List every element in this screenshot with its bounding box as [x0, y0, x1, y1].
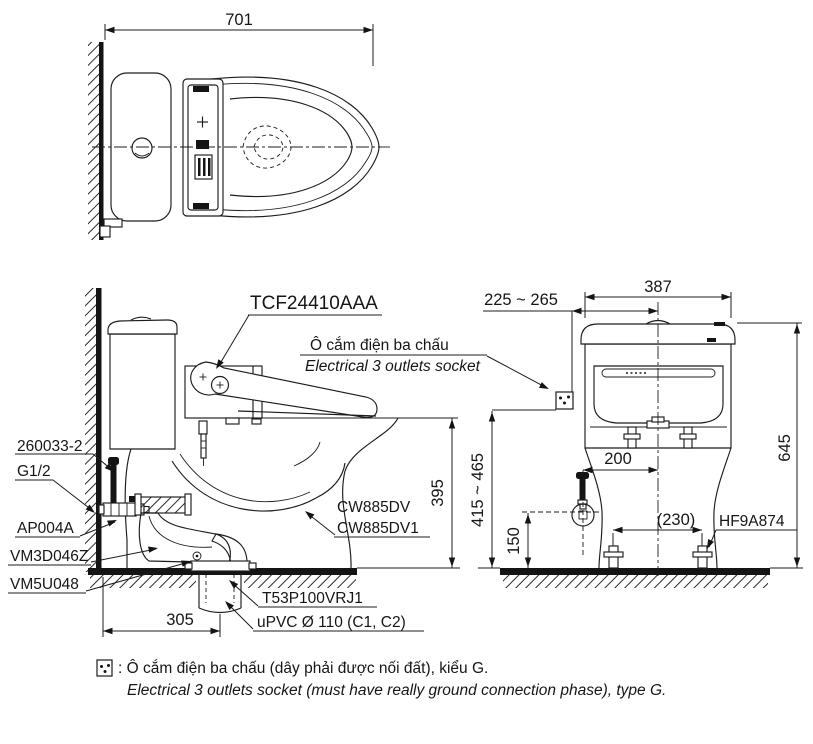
dim-valve-side-offset: 200 [604, 450, 632, 468]
label-supply-pipe [15, 517, 118, 537]
floor-line [500, 568, 770, 575]
part-floor-bolt-label: HF9A874 [719, 513, 785, 530]
hose [199, 421, 207, 434]
arrowhead [613, 527, 623, 533]
socket-note-en: Electrical 3 outlets socket [305, 358, 480, 375]
arrowhead [449, 419, 455, 429]
arrowhead [449, 558, 455, 568]
arrowhead [525, 514, 531, 524]
part-washlet-label: TCF24410AAA [250, 293, 378, 314]
label-trap-unit [8, 545, 159, 565]
dimension-150 [505, 512, 600, 568]
dim-outlet-from-wall: 305 [166, 611, 194, 629]
arrowhead [722, 294, 732, 300]
arrowhead [489, 412, 495, 422]
trap-assembly [135, 494, 256, 613]
part-bowl-alt-label: CW885DV1 [337, 520, 419, 537]
dimension-395 [429, 418, 455, 568]
arrowhead [489, 558, 495, 568]
floor-flange [191, 561, 250, 571]
socket-note-vi: Ô cắm điện ba chấu [310, 337, 449, 354]
dim-total-height: 645 [776, 434, 794, 462]
label-bowl-model [303, 499, 430, 537]
arrowhead [585, 294, 595, 300]
washlet-unit-side [185, 362, 377, 466]
socket-legend-icon [97, 660, 112, 676]
dimension-200 [583, 450, 658, 473]
part-stop-valve-label: 260033-2 [17, 438, 83, 455]
top-view [88, 11, 390, 240]
dim-overall-depth: 701 [225, 11, 253, 29]
part-outlet-socket-label: T53P100VRJ1 [262, 590, 363, 607]
label-socket-callout [300, 337, 550, 392]
label-thread [15, 463, 97, 515]
arrowhead [103, 628, 113, 634]
dim-bolt-spacing: (230) [656, 511, 696, 529]
wall-hatch [88, 42, 99, 240]
arrowhead [525, 558, 531, 568]
part-drain-pipe-label: uPVC Ø 110 (C1, C2) [257, 614, 406, 631]
dim-valve-height: 150 [505, 527, 523, 555]
arrowhead [649, 308, 659, 314]
part-trap-unit-label: VM3D046Z [10, 548, 89, 565]
dim-socket-side-offset: 225 ~ 265 [484, 291, 558, 309]
floor-hatch [244, 575, 356, 588]
legend-text-vi: : Ô cắm điện ba chấu (dây phải được nối đất), kiểu G. [118, 660, 489, 677]
arrowhead [794, 324, 800, 334]
tank-side [108, 317, 177, 449]
arrowhead [364, 27, 374, 33]
part-flange-label: VM5U048 [10, 576, 79, 593]
wall-line [99, 42, 104, 240]
part-thread-label: G1/2 [17, 463, 51, 480]
arrowhead [572, 308, 582, 314]
supply-valve-front [572, 470, 594, 557]
floor-hatch [90, 575, 196, 588]
dim-width: 387 [644, 278, 672, 296]
dimension-230 [613, 511, 702, 546]
dim-rim-height: 395 [429, 479, 447, 507]
part-supply-pipe-label: AP004A [17, 520, 74, 537]
washlet-unit-plan [183, 79, 223, 216]
wall-hatch [85, 288, 96, 572]
arrowhead [649, 467, 659, 473]
arrowhead [211, 628, 221, 634]
front-view [469, 278, 803, 588]
socket-icon [556, 392, 573, 409]
part-bowl-label: CW885DV [337, 499, 411, 516]
arrowhead [107, 517, 118, 526]
label-floor-bolt [704, 513, 797, 550]
arrowhead [148, 545, 158, 553]
arrowhead [794, 558, 800, 568]
arrowhead [105, 27, 115, 33]
dimension-645 [737, 323, 802, 568]
legend-text-en: Electrical 3 outlets socket (must have really ground connection phase), type G. [127, 682, 667, 699]
floor-hatch [503, 575, 768, 588]
dimension-701 [105, 11, 373, 66]
legend-note [97, 660, 666, 699]
dim-socket-height: 415 ~ 465 [469, 453, 487, 527]
arrowhead [539, 382, 550, 392]
tank-plan [100, 73, 171, 237]
